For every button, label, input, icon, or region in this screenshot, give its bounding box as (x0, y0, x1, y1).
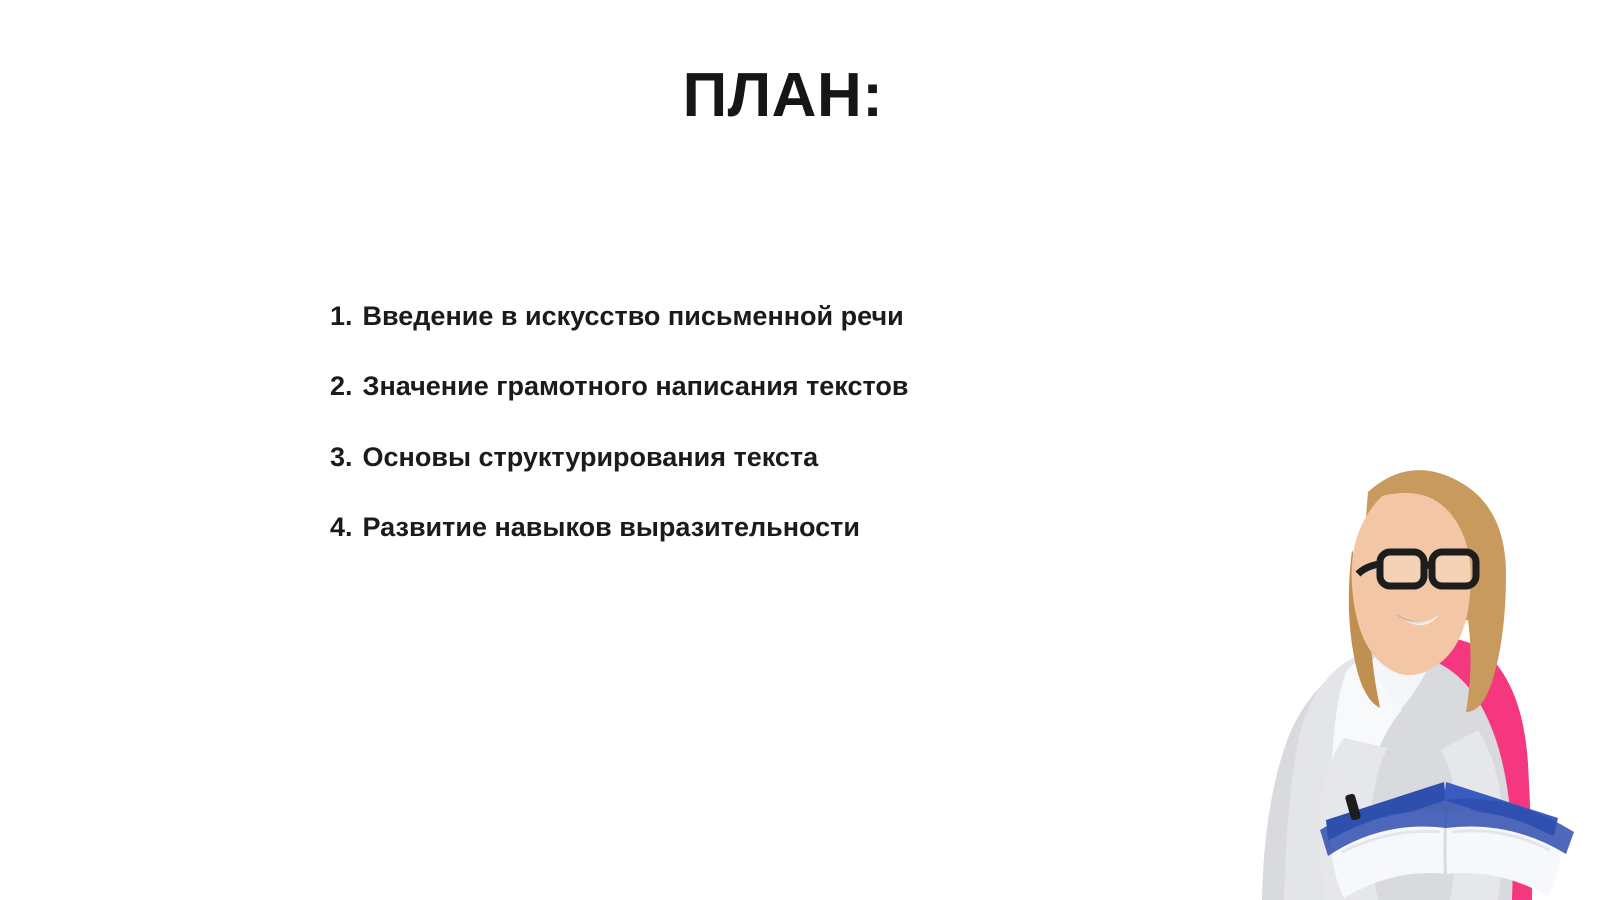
list-item (330, 511, 1230, 543)
list-item-label: Развитие навыков выразительности (362, 512, 861, 543)
list-item-number: 2. (330, 371, 353, 402)
shirt-collar (1366, 646, 1432, 712)
list-item-number: 1. (330, 301, 353, 331)
open-book-shape (1320, 782, 1574, 898)
list-item (330, 370, 1230, 402)
face-shape (1352, 493, 1471, 675)
list-item-label: Основы структурирования текста (362, 441, 819, 472)
list-item-label: Значение грамотного написания текстов (362, 371, 909, 402)
hair-shape (1362, 470, 1506, 712)
left-hand (1328, 816, 1385, 869)
list-item-number: 4. (330, 512, 353, 543)
backpack-shape (1422, 638, 1532, 900)
pen-icon (1345, 793, 1362, 821)
cardigan-shape (1262, 650, 1513, 900)
list-item (330, 300, 1230, 332)
right-hand (1458, 807, 1513, 860)
plan-list (330, 300, 1230, 582)
list-item (330, 441, 1230, 473)
list-item-number: 3. (330, 441, 353, 472)
page-title: ПЛАН: (682, 61, 884, 130)
list-item-label: Введение в искусство письменной речи (362, 301, 904, 331)
glasses-icon (1358, 552, 1476, 586)
